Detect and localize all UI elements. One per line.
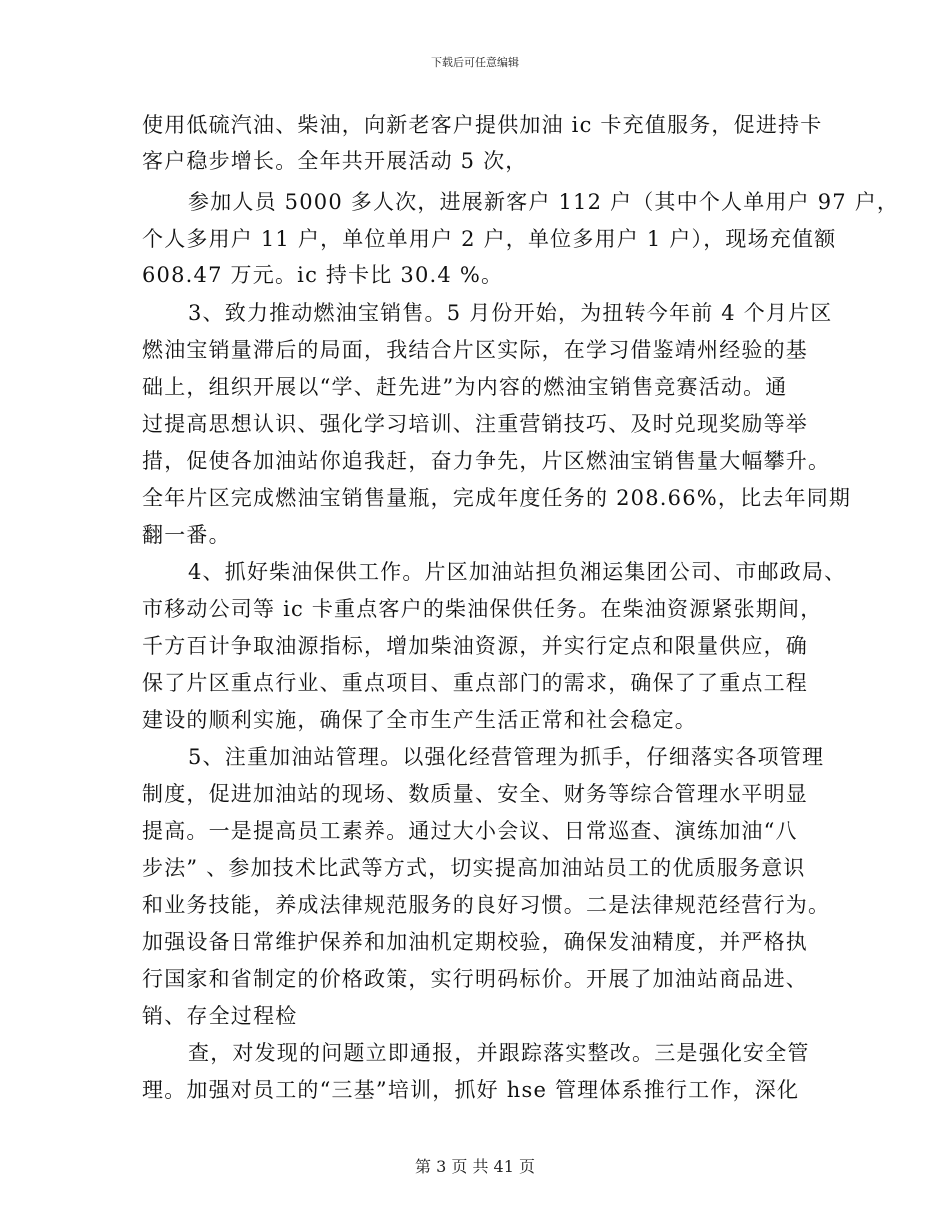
body-line: 和业务技能，养成法律规范服务的良好习惯。二是法律规范经营行为。 xyxy=(142,893,831,917)
page-number-footer: 第 3 页 共 41 页 xyxy=(415,1157,535,1176)
body-line: 千方百计争取油源指标，增加柴油资源，并实行定点和限量供应，确 xyxy=(142,634,808,658)
body-line: 过提高思想认识、强化学习培训、注重营销技巧、及时兑现奖励等举 xyxy=(142,412,808,436)
body-line: 4、抓好柴油保供工作。片区加油站担负湘运集团公司、市邮政局、 xyxy=(188,560,847,584)
body-line: 理。加强对员工的“三基”培训，抓好 hse 管理体系推行工作，深化 xyxy=(142,1078,800,1102)
body-line: 燃油宝销量滞后的局面，我结合片区实际，在学习借鉴靖州经验的基 xyxy=(142,338,808,362)
body-line: 步法” 、参加技术比武等方式，切实提高加油站员工的优质服务意识 xyxy=(142,856,806,880)
body-line: 客户稳步增长。全年共开展活动 5 次， xyxy=(142,149,528,173)
body-line: 础上，组织开展以“学、赶先进”为内容的燃油宝销售竞赛活动。通 xyxy=(142,375,788,399)
body-line: 参加人员 5000 多人次，进展新客户 112 户（其中个人单用户 97 户， xyxy=(188,190,900,214)
body-line: 5、注重加油站管理。以强化经营管理为抓手，仔细落实各项管理 xyxy=(188,745,825,769)
body-line: 608.47 万元。ic 持卡比 30.4 %。 xyxy=(142,263,504,287)
body-line: 措，促使各加油站你追我赶，奋力争先，片区燃油宝销售量大幅攀升。 xyxy=(142,449,831,473)
body-line: 加强设备日常维护保养和加油机定期校验，确保发油精度，并严格执 xyxy=(142,930,808,954)
body-line: 个人多用户 11 户，单位单用户 2 户，单位多用户 1 户），现场充值额 xyxy=(142,227,837,251)
body-line: 3、致力推动燃油宝销售。5 月份开始，为扭转今年前 4 个月片区 xyxy=(188,301,833,325)
page-header: 下载后可任意编辑 xyxy=(431,56,519,69)
body-line: 保了片区重点行业、重点项目、重点部门的需求，确保了了重点工程 xyxy=(142,671,808,695)
body-line: 行国家和省制定的价格政策，实行明码标价。开展了加油站商品进、 xyxy=(142,967,808,991)
body-line: 使用低硫汽油、柴油，向新老客户提供加油 ic 卡充值服务，促进持卡 xyxy=(142,113,823,137)
body-line: 全年片区完成燃油宝销售量瓶，完成年度任务的 208.66%，比去年同期 xyxy=(142,486,852,510)
body-line: 翻一番。 xyxy=(142,523,231,547)
body-line: 提高。一是提高员工素养。通过大小会议、日常巡查、演练加油“八 xyxy=(142,819,798,843)
body-line: 查，对发现的问题立即通报，并跟踪落实整改。三是强化安全管 xyxy=(188,1041,810,1065)
body-line: 市移动公司等 ic 卡重点客户的柴油保供任务。在柴油资源紧张期间， xyxy=(142,597,823,621)
body-line: 销、存全过程检 xyxy=(142,1004,298,1028)
body-line: 制度，促进加油站的现场、数质量、安全、财务等综合管理水平明显 xyxy=(142,782,808,806)
body-line: 建设的顺利实施，确保了全市生产生活正常和社会稳定。 xyxy=(142,708,697,732)
